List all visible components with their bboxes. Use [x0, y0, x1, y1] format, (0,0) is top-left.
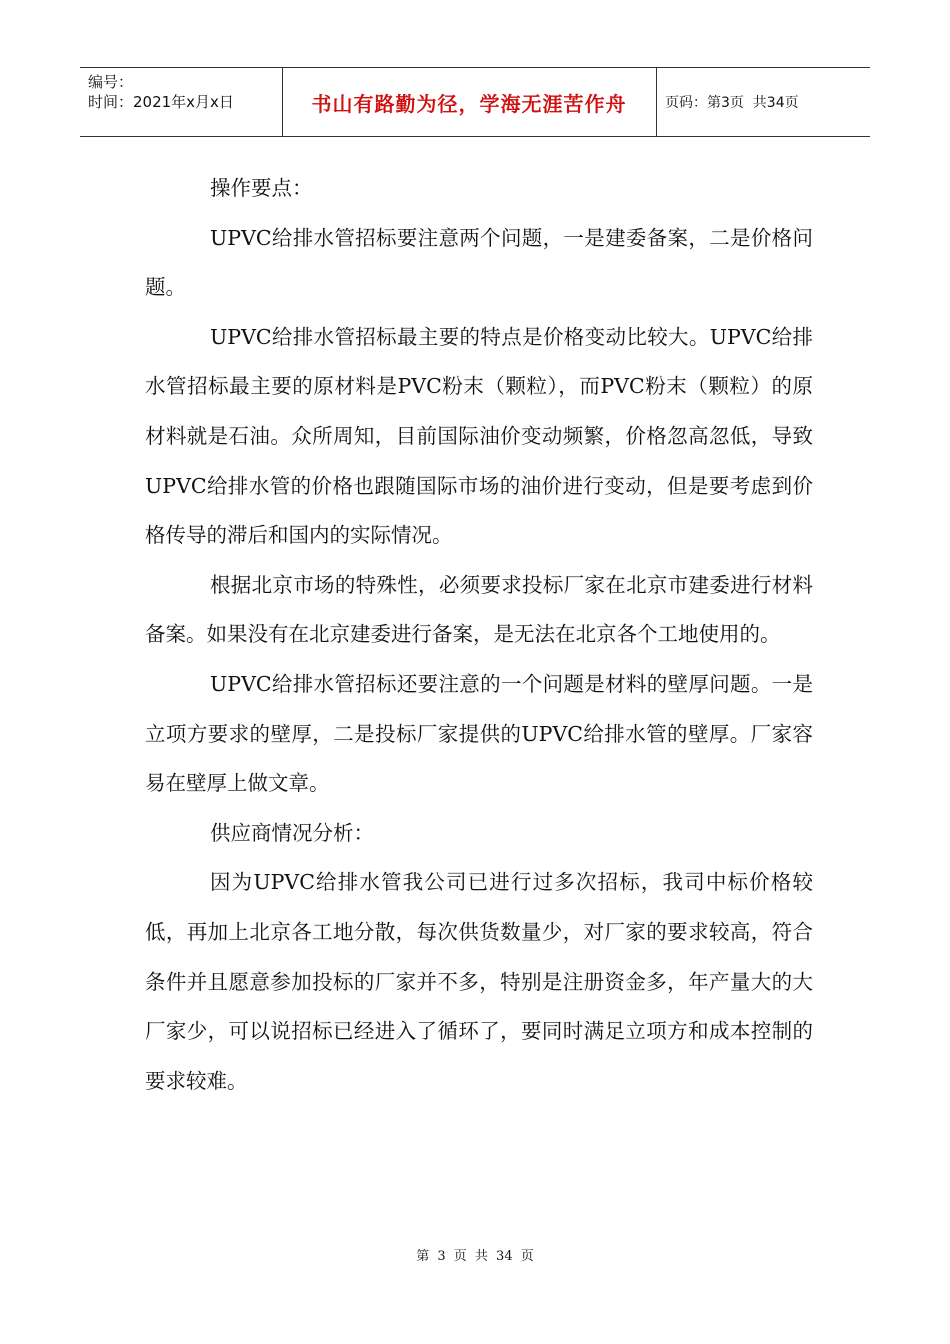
paragraph: UPVC给排水管招标还要注意的一个问题是材料的壁厚问题。一是立项方要求的壁厚，二是投标厂家提供的UPVC给排水管的壁厚。厂家容易在壁厚上做文章。	[145, 671, 813, 796]
section-heading-supplier-analysis: 供应商情况分析：	[210, 820, 374, 845]
page-header	[80, 67, 870, 137]
paragraph: 因为UPVC给排水管我公司已进行过多次招标，我司中标价格较低，再加上北京各工地分散，每次供货数量少，对厂家的要求较高，符合条件并且愿意参加投标的厂家并不多，特别是注册资金多，年产量大的大厂家少，可以说招标已经进入了循环了，要同时满足立项方和成本控制的要求较难。	[145, 870, 813, 1093]
paragraph: UPVC给排水管招标要注意两个问题，一是建委备案，二是价格问题。	[145, 225, 813, 300]
paragraph: UPVC给排水管招标最主要的特点是价格变动比较大。UPVC给排水管招标最主要的原材料是PVC粉末（颗粒），而PVC粉末（颗粒）的原材料就是石油。众所周知，目前国际油价变动频繁，价格忽高忽低，导致UPVC给排水管的价格也跟随国际市场的油价进行变动，但是要考虑到价格传导的滞后和国内的实际情况。	[145, 324, 813, 548]
header-page-label: 页码：第3页 共34页	[665, 95, 799, 111]
document-body	[145, 164, 813, 1106]
document-time-label: 时间：2021年x月x日	[88, 93, 234, 111]
section-heading-operation-points: 操作要点：	[210, 176, 313, 200]
page-footer: 第 3 页 共 34 页	[416, 1249, 534, 1264]
header-page-info	[665, 68, 865, 136]
paragraph: 根据北京市场的特殊性，必须要求投标厂家在北京市建委进行材料备案。如果没有在北京建委进行备案，是无法在北京各个工地使用的。	[145, 572, 813, 647]
header-meta	[80, 68, 280, 136]
header-divider-right	[656, 68, 657, 136]
document-number-label: 编号：	[88, 73, 134, 91]
header-motto: 书山有路勤为径，学海无涯苦作舟	[311, 91, 627, 116]
